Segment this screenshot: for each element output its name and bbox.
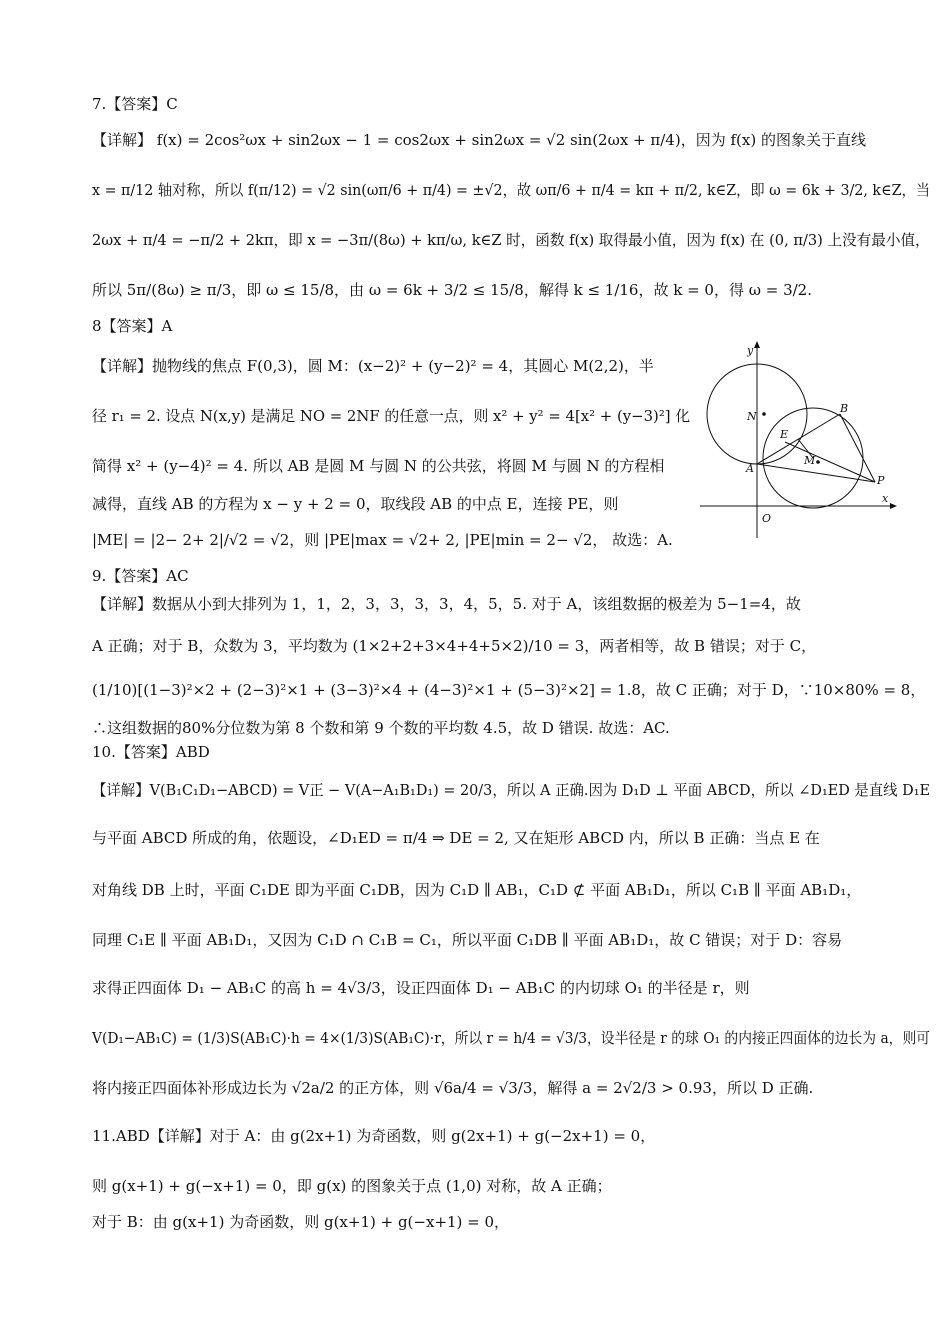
q8-detail-2: 径 r₁ = 2. 设点 N(x,y) 是满足 NO = 2NF 的任意一点，则 x² + y² = 4[x² + (y−3)²] 化: [92, 407, 691, 425]
q9-detail-3: (1/10)[(1−3)²×2 + (2−3)²×1 + (3−3)²×4 + (4−3)²×1 + (5−3)²×2] = 1.8，故 C 正确；对于 D，∵10×80% = 8，: [92, 681, 926, 699]
q8-detail-4: 减得，直线 AB 的方程为 x − y + 2 = 0，取线段 AB 的中点 E，连接 PE，则: [92, 495, 619, 513]
q10-detail-4: 同理 C₁E ∥ 平面 AB₁D₁，又因为 C₁D ∩ C₁B = C₁，所以平面 C₁DB ∥ 平面 AB₁D₁，故 C 错误；对于 D：容易: [92, 931, 843, 949]
label-a: A: [746, 462, 754, 475]
q7-detail-3: 2ωx + π/4 = −π/2 + 2kπ，即 x = −3π/(8ω) + kπ/ω, k∈Z 时，函数 f(x) 取得最小值，因为 f(x) 在 (0, π/3) 上没有最小值，: [92, 231, 930, 249]
point-m: [816, 460, 820, 464]
q10-detail-2: 与平面 ABCD 所成的角，依题设，∠D₁ED = π/4 ⇒ DE = 2, 又在矩形 ABCD 内，所以 B 正确：当点 E 在: [92, 829, 820, 847]
q8-detail-3: 简得 x² + (y−4)² = 4. 所以 AB 是圆 M 与圆 N 的公共弦，将圆 M 与圆 N 的方程相: [92, 457, 665, 475]
q8-detail-5: |ME| = |2− 2+ 2|/√2 = √2，则 |PE|max = √2+ 2, |PE|min = 2− √2， 故选：A.: [92, 531, 673, 549]
point-n: [762, 412, 766, 416]
label-n: N: [747, 410, 757, 423]
q9-detail-1: 【详解】数据从小到大排列为 1，1，2，3，3，3，3，4，5，5. 对于 A，该组数据的极差为 5−1=4，故: [92, 595, 801, 613]
q10-detail-6: V(D₁−AB₁C) = (1/3)S(AB₁C)·h = 4×(1/3)S(AB₁C)·r，所以 r = h/4 = √3/3，设半径是 r 的球 O₁ 的内接正四面体的边长为 a，则可: [92, 1029, 931, 1047]
q10-detail-3: 对角线 DB 上时，平面 C₁DE 即为平面 C₁DB，因为 C₁D ∥ AB₁，C₁D ⊄ 平面 AB₁D₁，所以 C₁B ∥ 平面 AB₁D₁，: [92, 881, 862, 899]
q10-detail-1: 【详解】V(B₁C₁D₁−ABCD) = V正 − V(A−A₁B₁D₁) = 20/3，所以 A 正确.因为 D₁D ⊥ 平面 ABCD，所以 ∠D₁ED 是直线 D₁E: [92, 781, 930, 799]
q9-detail-2: A 正确；对于 B，众数为 3，平均数为 (1×2+2+3×4+4+5×2)/10 = 3，两者相等，故 B 错误；对于 C，: [92, 637, 817, 655]
q10-detail-5: 求得正四面体 D₁ − AB₁C 的高 h = 4√3/3，设正四面体 D₁ − AB₁C 的内切球 O₁ 的半径是 r，则: [92, 979, 750, 997]
q9-answer: 9.【答案】AC: [92, 567, 189, 585]
q11-line-3: 对于 B：由 g(x+1) 为奇函数，则 g(x+1) + g(−x+1) = 0，: [92, 1213, 510, 1231]
label-p: P: [877, 474, 885, 487]
q8-detail-1: 【详解】抛物线的焦点 F(0,3)，圆 M：(x−2)² + (y−2)² = 4，其圆心 M(2,2)，半: [92, 357, 654, 375]
circle-diagram: [700, 338, 900, 538]
x-axis-arrow: [890, 503, 897, 509]
q11-line-2: 则 g(x+1) + g(−x+1) = 0，即 g(x) 的图象关于点 (1,0) 对称，故 A 正确；: [92, 1177, 612, 1195]
q7-detail-1: 【详解】 f(x) = 2cos²ωx + sin2ωx − 1 = cos2ωx + sin2ωx = √2 sin(2ωx + π/4)，因为 f(x) 的图象关于直线: [92, 131, 866, 149]
q11-line-1: 11.ABD【详解】对于 A：由 g(2x+1) 为奇函数，则 g(2x+1) + g(−2x+1) = 0，: [92, 1127, 656, 1145]
q10-detail-7: 将内接正四面体补形成边长为 √2a/2 的正方体，则 √6a/4 = √3/3，解得 a = 2√2/3 > 0.93，所以 D 正确.: [92, 1079, 814, 1097]
label-m: M: [804, 454, 816, 467]
q9-detail-4: ∴这组数据的80%分位数为第 8 个数和第 9 个数的平均数 4.5，故 D 错误. 故选：AC.: [92, 719, 670, 737]
label-e: E: [780, 428, 789, 441]
label-x: x: [882, 492, 889, 505]
circle-diagram-svg: [700, 338, 900, 538]
q10-answer: 10.【答案】ABD: [92, 743, 210, 761]
q7-detail-2: x = π/12 轴对称，所以 f(π/12) = √2 sin(ωπ/6 + π/4) = ±√2，故 ωπ/6 + π/4 = kπ + π/2, k∈Z，即 ω = 6k + 3/2, k∈Z，当: [92, 181, 931, 199]
q8-answer: 8【答案】A: [92, 317, 173, 335]
label-b: B: [840, 402, 849, 415]
segment-ap: [757, 464, 875, 482]
label-o: O: [762, 512, 772, 525]
segment-bp: [840, 414, 875, 482]
label-y: y: [747, 344, 754, 357]
q7-answer: 7.【答案】C: [92, 95, 178, 113]
q7-detail-4: 所以 5π/(8ω) ≥ π/3，即 ω ≤ 15/8，由 ω = 6k + 3/2 ≤ 15/8，解得 k ≤ 1/16，故 k = 0，得 ω = 3/2.: [92, 281, 812, 299]
y-axis-arrow: [754, 341, 760, 348]
